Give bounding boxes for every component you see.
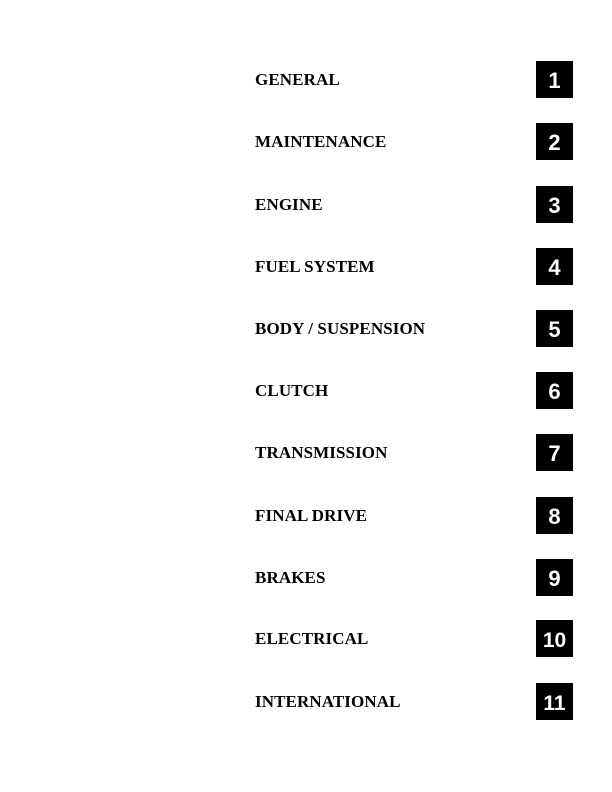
- toc-label[interactable]: CLUTCH: [255, 380, 329, 400]
- toc-label[interactable]: ENGINE: [255, 194, 323, 214]
- toc-row-clutch[interactable]: [0, 372, 612, 409]
- section-tab[interactable]: [536, 248, 573, 285]
- section-number: 10: [542, 628, 567, 652]
- toc-label[interactable]: BODY / SUSPENSION: [255, 318, 426, 338]
- section-tab[interactable]: [536, 620, 573, 657]
- section-number: 5: [548, 317, 561, 342]
- section-number: 9: [548, 566, 561, 591]
- section-number: 2: [548, 130, 561, 155]
- toc-label[interactable]: FUEL SYSTEM: [255, 256, 375, 276]
- toc-row-fuel-system[interactable]: [0, 248, 612, 285]
- section-tab[interactable]: [536, 310, 573, 347]
- toc-row-electrical[interactable]: [0, 620, 612, 657]
- section-number: 4: [548, 255, 561, 280]
- section-tab[interactable]: [536, 434, 573, 471]
- section-tab[interactable]: [536, 123, 573, 160]
- toc-label[interactable]: INTERNATIONAL: [255, 691, 401, 711]
- toc-row-final-drive[interactable]: [0, 497, 612, 534]
- toc-label[interactable]: MAINTENANCE: [255, 131, 387, 151]
- toc-row-transmission[interactable]: [0, 434, 612, 471]
- toc-row-body-suspension[interactable]: [0, 310, 612, 347]
- section-number: 6: [548, 379, 561, 404]
- toc-label[interactable]: BRAKES: [255, 567, 326, 587]
- toc-row-maintenance[interactable]: [0, 123, 612, 160]
- section-tab[interactable]: [536, 559, 573, 596]
- toc-row-general[interactable]: [0, 61, 612, 98]
- section-number: 8: [548, 504, 561, 529]
- section-number: 1: [548, 68, 561, 93]
- section-number: 7: [548, 441, 561, 466]
- section-tab[interactable]: [536, 683, 573, 720]
- toc-row-brakes[interactable]: [0, 559, 612, 596]
- section-tab[interactable]: [536, 61, 573, 98]
- section-number: 11: [543, 691, 566, 715]
- section-tab[interactable]: [536, 497, 573, 534]
- toc-row-international[interactable]: [0, 683, 612, 720]
- toc-row-engine[interactable]: [0, 186, 612, 223]
- toc-label[interactable]: ELECTRICAL: [255, 628, 369, 648]
- section-tab[interactable]: [536, 186, 573, 223]
- section-tab[interactable]: [536, 372, 573, 409]
- toc-label[interactable]: FINAL DRIVE: [255, 505, 368, 525]
- section-number: 3: [548, 193, 561, 218]
- toc-label[interactable]: GENERAL: [255, 69, 340, 89]
- toc-label[interactable]: TRANSMISSION: [255, 442, 388, 462]
